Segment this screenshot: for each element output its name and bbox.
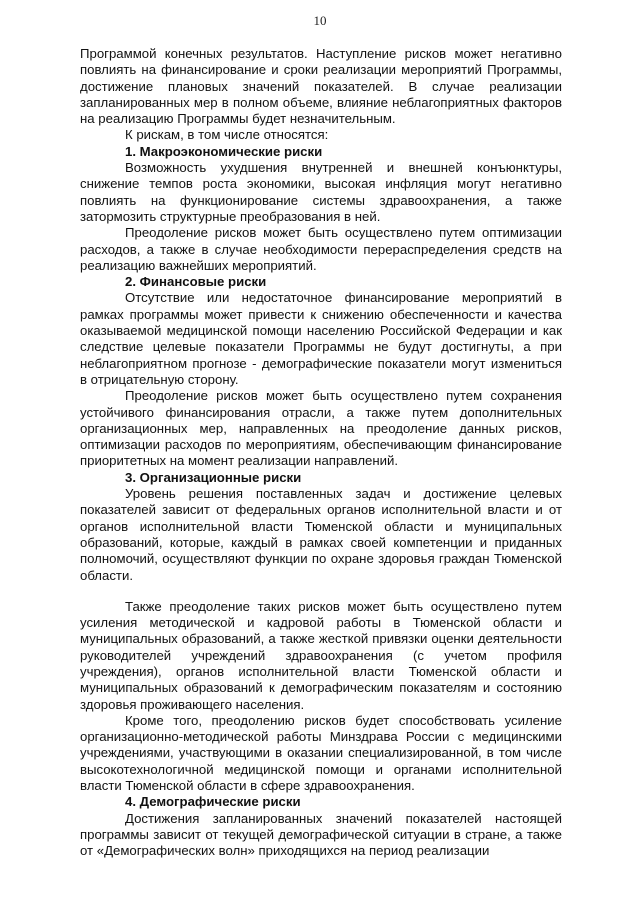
paragraph-list-intro: К рискам, в том числе относятся:: [125, 127, 329, 143]
paragraph-macro-1: Возможность ухудшения внутренней и внешней конъюнктуры, снижение темпов роста экономики, высокая инфляция могут негативно повлиять на функционирование системы здравоохранения, а также затормозить структурные преобразования в ней.: [80, 160, 562, 224]
paragraph-organizational-1: Уровень решения поставленных задач и достижение целевых показателей зависит от федеральных органов исполнительной власти и от органов исполнительной власти Тюменской области и муниципальных образований, которые, каждый в рамках своей компетенции и приданных полномочий, осуществляют функции по охране здоровья граждан Тюменской области.: [80, 486, 562, 583]
heading-organizational-risks: 3. Организационные риски: [125, 469, 302, 485]
paragraph-intro: Программой конечных результатов. Наступление рисков может негативно повлиять на финансирование и сроки реализации мероприятий Программы, достижение плановых значений показателей. В случае реализации запланированных мер в полном объеме, влияние неблагоприятных факторов на реализацию Программы будет незначительным.: [80, 46, 562, 127]
heading-demographic-risks: 4. Демографические риски: [125, 794, 301, 810]
document-body: [80, 46, 562, 860]
paragraph-financial-2: Преодоление рисков может быть осуществлено путем сохранения устойчивого финансирования отрасли, а также путем дополнительных организационных мер, направленных на преодоление данных рисков, оптимизации расходов по мероприятиям, обеспечивающим финансирование приоритетных на момент реализации направлений.: [80, 388, 562, 469]
heading-macroeconomic-risks: 1. Макроэкономические риски: [125, 143, 323, 159]
paragraph-financial-1: Отсутствие или недостаточное финансирование мероприятий в рамках программы может привести к снижению обеспеченности и качества оказываемой медицинской помощи населению Российской Федерации и как следствие целевые показатели Программы не будут достигнуты, а при неблагоприятном прогнозе - демографические показатели могут измениться в отрицательную сторону.: [80, 290, 562, 387]
paragraph-macro-2: Преодоление рисков может быть осуществлено путем оптимизации расходов, а также в случае необходимости перераспределения средств на реализацию важнейших мероприятий.: [80, 225, 562, 273]
page-number: 10: [313, 13, 327, 28]
paragraph-demographic-1: Достижения запланированных значений показателей настоящей программы зависит от текущей демографической ситуации в стране, а также от «Демографических волн» приходящихся на период реализации: [80, 810, 562, 859]
paragraph-organizational-2: Также преодоление таких рисков может быть осуществлено путем усиления методической и кадровой работы в Тюменской области и муниципальных образований, а также жесткой привязки оценки деятельности руководителей учреждений здравоохранения (с учетом профиля учреждения), органов исполнительной власти Тюменской области и муниципальных образований к демографическим показателям и состоянию здоровья проживающего населения.: [80, 598, 562, 712]
paragraph-organizational-3: Кроме того, преодолению рисков будет способствовать усиление организационно-методической работы Минздрава России с медицинскими учреждениями, участвующими в оказании специализированной, в том числе высокотехнологичной медицинской помощи и органами исполнительной власти Тюменской области в сфере здравоохранения.: [80, 712, 562, 794]
heading-financial-risks: 2. Финансовые риски: [125, 274, 267, 290]
